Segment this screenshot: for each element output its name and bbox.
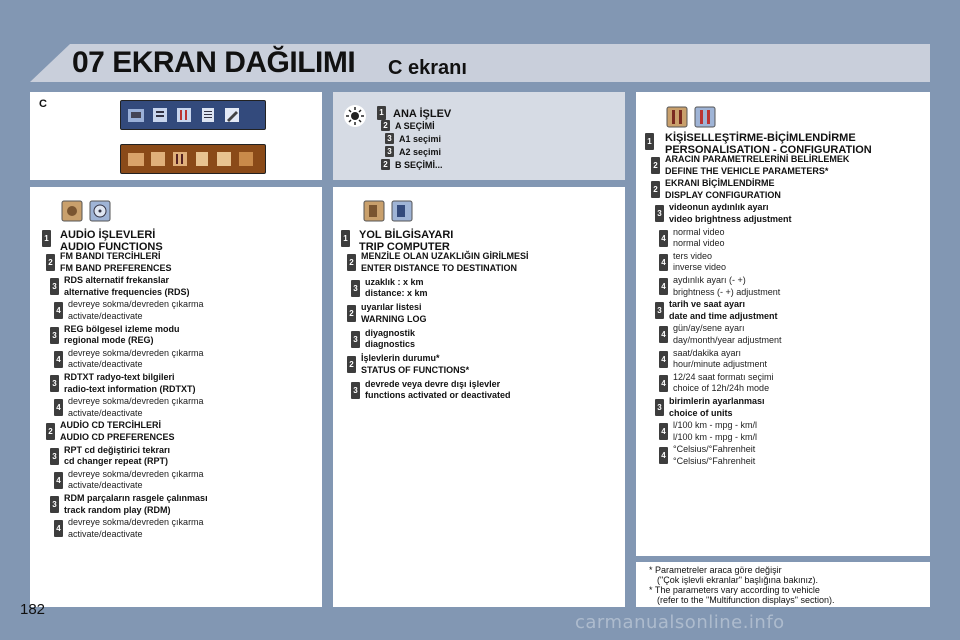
menu-item: İşlevlerin durumu* STATUS OF FUNCTIONS*	[361, 353, 470, 375]
page-number: 182	[20, 601, 46, 618]
level-badge: 2	[347, 254, 356, 271]
trip-computer-panel	[333, 187, 625, 607]
level-badge: 3	[50, 448, 59, 465]
level-badge: 2	[381, 159, 390, 170]
menu-item: RDTXT radyo-text bilgileri radio-text information (RDTXT)	[64, 372, 196, 394]
fuel-pump-icon	[391, 200, 413, 222]
footnote-line: ("Çok işlevli ekranlar" başlığına bakınız).	[657, 575, 818, 585]
screen-label: C	[39, 98, 47, 110]
level-badge: 3	[655, 399, 664, 416]
level-badge: 4	[659, 423, 668, 440]
menu-item: birimlerin ayarlanması choice of units	[669, 396, 765, 418]
main-function-heading: ANA İŞLEV	[393, 108, 452, 120]
level-badge: 1	[377, 106, 386, 120]
menu-item: AUDİO CD TERCİHLERİ AUDIO CD PREFERENCES	[60, 420, 175, 442]
menu-item: tarih ve saat ayarı date and time adjustment	[669, 299, 778, 321]
level-badge: 3	[655, 302, 664, 319]
menu-item: RDM parçaların rasgele çalınması track random play (RDM)	[64, 493, 208, 515]
page-subtitle: C ekranı	[388, 57, 467, 79]
audio-functions-title: AUDİO İŞLEVLERİ AUDIO FUNCTIONS	[60, 229, 163, 253]
level-badge: 3	[655, 205, 664, 222]
level-badge: 4	[54, 472, 63, 489]
level-badge: 2	[347, 356, 356, 373]
level-badge: 3	[50, 327, 59, 344]
audio-functions-panel	[30, 187, 322, 607]
footnote-line: (refer to the "Multifunction displays" section).	[657, 595, 835, 605]
menu-item: uyarılar listesi WARNING LOG	[361, 302, 427, 324]
level-badge: 3	[50, 278, 59, 295]
menu-item: saat/dakika ayarı hour/minute adjustment	[673, 347, 768, 370]
personalisation-title: KİŞİSELLEŞTİRME-BİÇİMLENDİRME PERSONALISATION - CONFIGURATION	[665, 132, 872, 156]
settings-icon	[175, 106, 193, 124]
level-badge: 2	[381, 120, 390, 131]
level-badge: 3	[50, 375, 59, 392]
level-badge: 4	[659, 351, 668, 368]
page-title: 07 EKRAN DAĞILIMI	[72, 46, 356, 79]
audio-icon	[127, 106, 145, 124]
menu-item: aydınlık ayarı (- +) brightness (- +) adjustment	[673, 275, 781, 297]
trip-computer-title: YOL BİLGİSAYARI TRIP COMPUTER	[359, 229, 454, 253]
menu-item: devreye sokma/devreden çıkarma activate/deactivate	[68, 468, 204, 491]
menu-item: B SEÇİMİ...	[395, 160, 443, 170]
screen-icon-strip-1	[120, 100, 266, 130]
settings-icon	[171, 150, 189, 168]
main-function-panel	[333, 92, 625, 180]
menu-item: RDS alternatif frekanslar alternative frequencies (RDS)	[64, 275, 190, 297]
menu-item: uzaklık : x km distance: x km	[365, 276, 428, 298]
menu-item: REG bölgesel izleme modu regional mode (REG)	[64, 323, 180, 346]
level-badge: 4	[54, 351, 63, 368]
menu-item: devreye sokma/devreden çıkarma activate/deactivate	[68, 396, 204, 418]
level-badge: 4	[659, 254, 668, 271]
level-badge: 4	[54, 399, 63, 416]
settings-icon	[666, 106, 688, 128]
audio-icon	[127, 150, 145, 168]
menu-item: devreye sokma/devreden çıkarma activate/deactivate	[68, 299, 204, 321]
level-badge: 2	[651, 157, 660, 174]
level-badge: 4	[54, 520, 63, 537]
menu-item: ARACIN PARAMETRELERİNİ BELİRLEMEK DEFINE THE VEHICLE PARAMETERS*	[665, 154, 850, 176]
options-icon	[237, 150, 255, 168]
menu-item: videonun aydınlık ayarı video brightness adjustment	[669, 202, 792, 224]
footnote-panel	[636, 562, 930, 607]
level-badge: 3	[385, 133, 394, 144]
audio-icon	[61, 200, 83, 222]
menu-item: A1 seçimi	[399, 134, 442, 144]
level-badge: 4	[659, 375, 668, 392]
list-icon	[193, 150, 211, 168]
fuel-icon	[363, 200, 385, 222]
level-badge: 4	[54, 302, 63, 319]
cd-icon	[89, 200, 111, 222]
level-badge: 1	[42, 230, 51, 247]
menu-item: A SEÇİMİ	[395, 121, 435, 131]
level-badge: 4	[659, 326, 668, 343]
level-badge: 2	[651, 181, 660, 198]
footnote-line: * The parameters vary according to vehicle	[649, 585, 820, 595]
level-badge: 4	[659, 230, 668, 247]
level-badge: 3	[351, 331, 360, 348]
edit-icon	[215, 150, 233, 168]
menu-item: EKRANI BİÇİMLENDİRME DISPLAY CONFIGURATION	[665, 178, 781, 200]
level-badge: 2	[46, 423, 55, 440]
menu-item: ters video inverse video	[673, 250, 727, 273]
menu-item: FM BANDI TERCİHLERİ FM BAND PREFERENCES	[60, 251, 172, 273]
screen-c-panel	[30, 92, 322, 180]
sliders-icon	[694, 106, 716, 128]
level-badge: 3	[50, 496, 59, 513]
level-badge: 1	[341, 230, 350, 247]
menu-item: 12/24 saat formatı seçimi choice of 12h/24h mode	[673, 371, 774, 394]
level-badge: 3	[351, 382, 360, 399]
menu-item: °Celsius/°Fahrenheit °Celsius/°Fahrenheit	[673, 444, 756, 466]
trip-computer-icon	[151, 106, 169, 124]
level-badge: 1	[645, 133, 654, 150]
level-badge: 3	[351, 280, 360, 297]
footnote-line: * Parametreler araca göre değişir	[649, 565, 782, 575]
personalisation-panel	[636, 92, 930, 556]
menu-item: devreye sokma/devreden çıkarma activate/deactivate	[68, 347, 204, 370]
trip-computer-icon	[149, 150, 167, 168]
screen-icon-strip-2	[120, 144, 266, 174]
menu-item: RPT cd değiştirici tekrarı cd changer repeat (RPT)	[64, 444, 171, 467]
level-badge: 2	[347, 305, 356, 322]
level-badge: 2	[46, 254, 55, 271]
edit-icon	[223, 106, 241, 124]
menu-item: A2 seçimi	[399, 147, 442, 157]
menu-item: normal video normal video	[673, 226, 725, 249]
list-icon	[199, 106, 217, 124]
sun-icon	[343, 104, 367, 128]
level-badge: 3	[385, 146, 394, 157]
watermark: carmanualsonline.info	[575, 612, 785, 633]
level-badge: 4	[659, 447, 668, 464]
menu-item: devrede veya devre dışı işlevler functions activated or deactivated	[365, 378, 511, 400]
menu-item: gün/ay/sene ayarı day/month/year adjustment	[673, 323, 782, 345]
menu-item: devreye sokma/devreden çıkarma activate/deactivate	[68, 517, 204, 539]
level-badge: 4	[659, 278, 668, 295]
menu-item: l/100 km - mpg - km/l l/100 km - mpg - km/l	[673, 420, 758, 442]
menu-item: MENZİLE OLAN UZAKLIĞIN GİRİLMESİ ENTER DISTANCE TO DESTINATION	[361, 251, 529, 273]
menu-item: diyagnostik diagnostics	[365, 327, 416, 349]
